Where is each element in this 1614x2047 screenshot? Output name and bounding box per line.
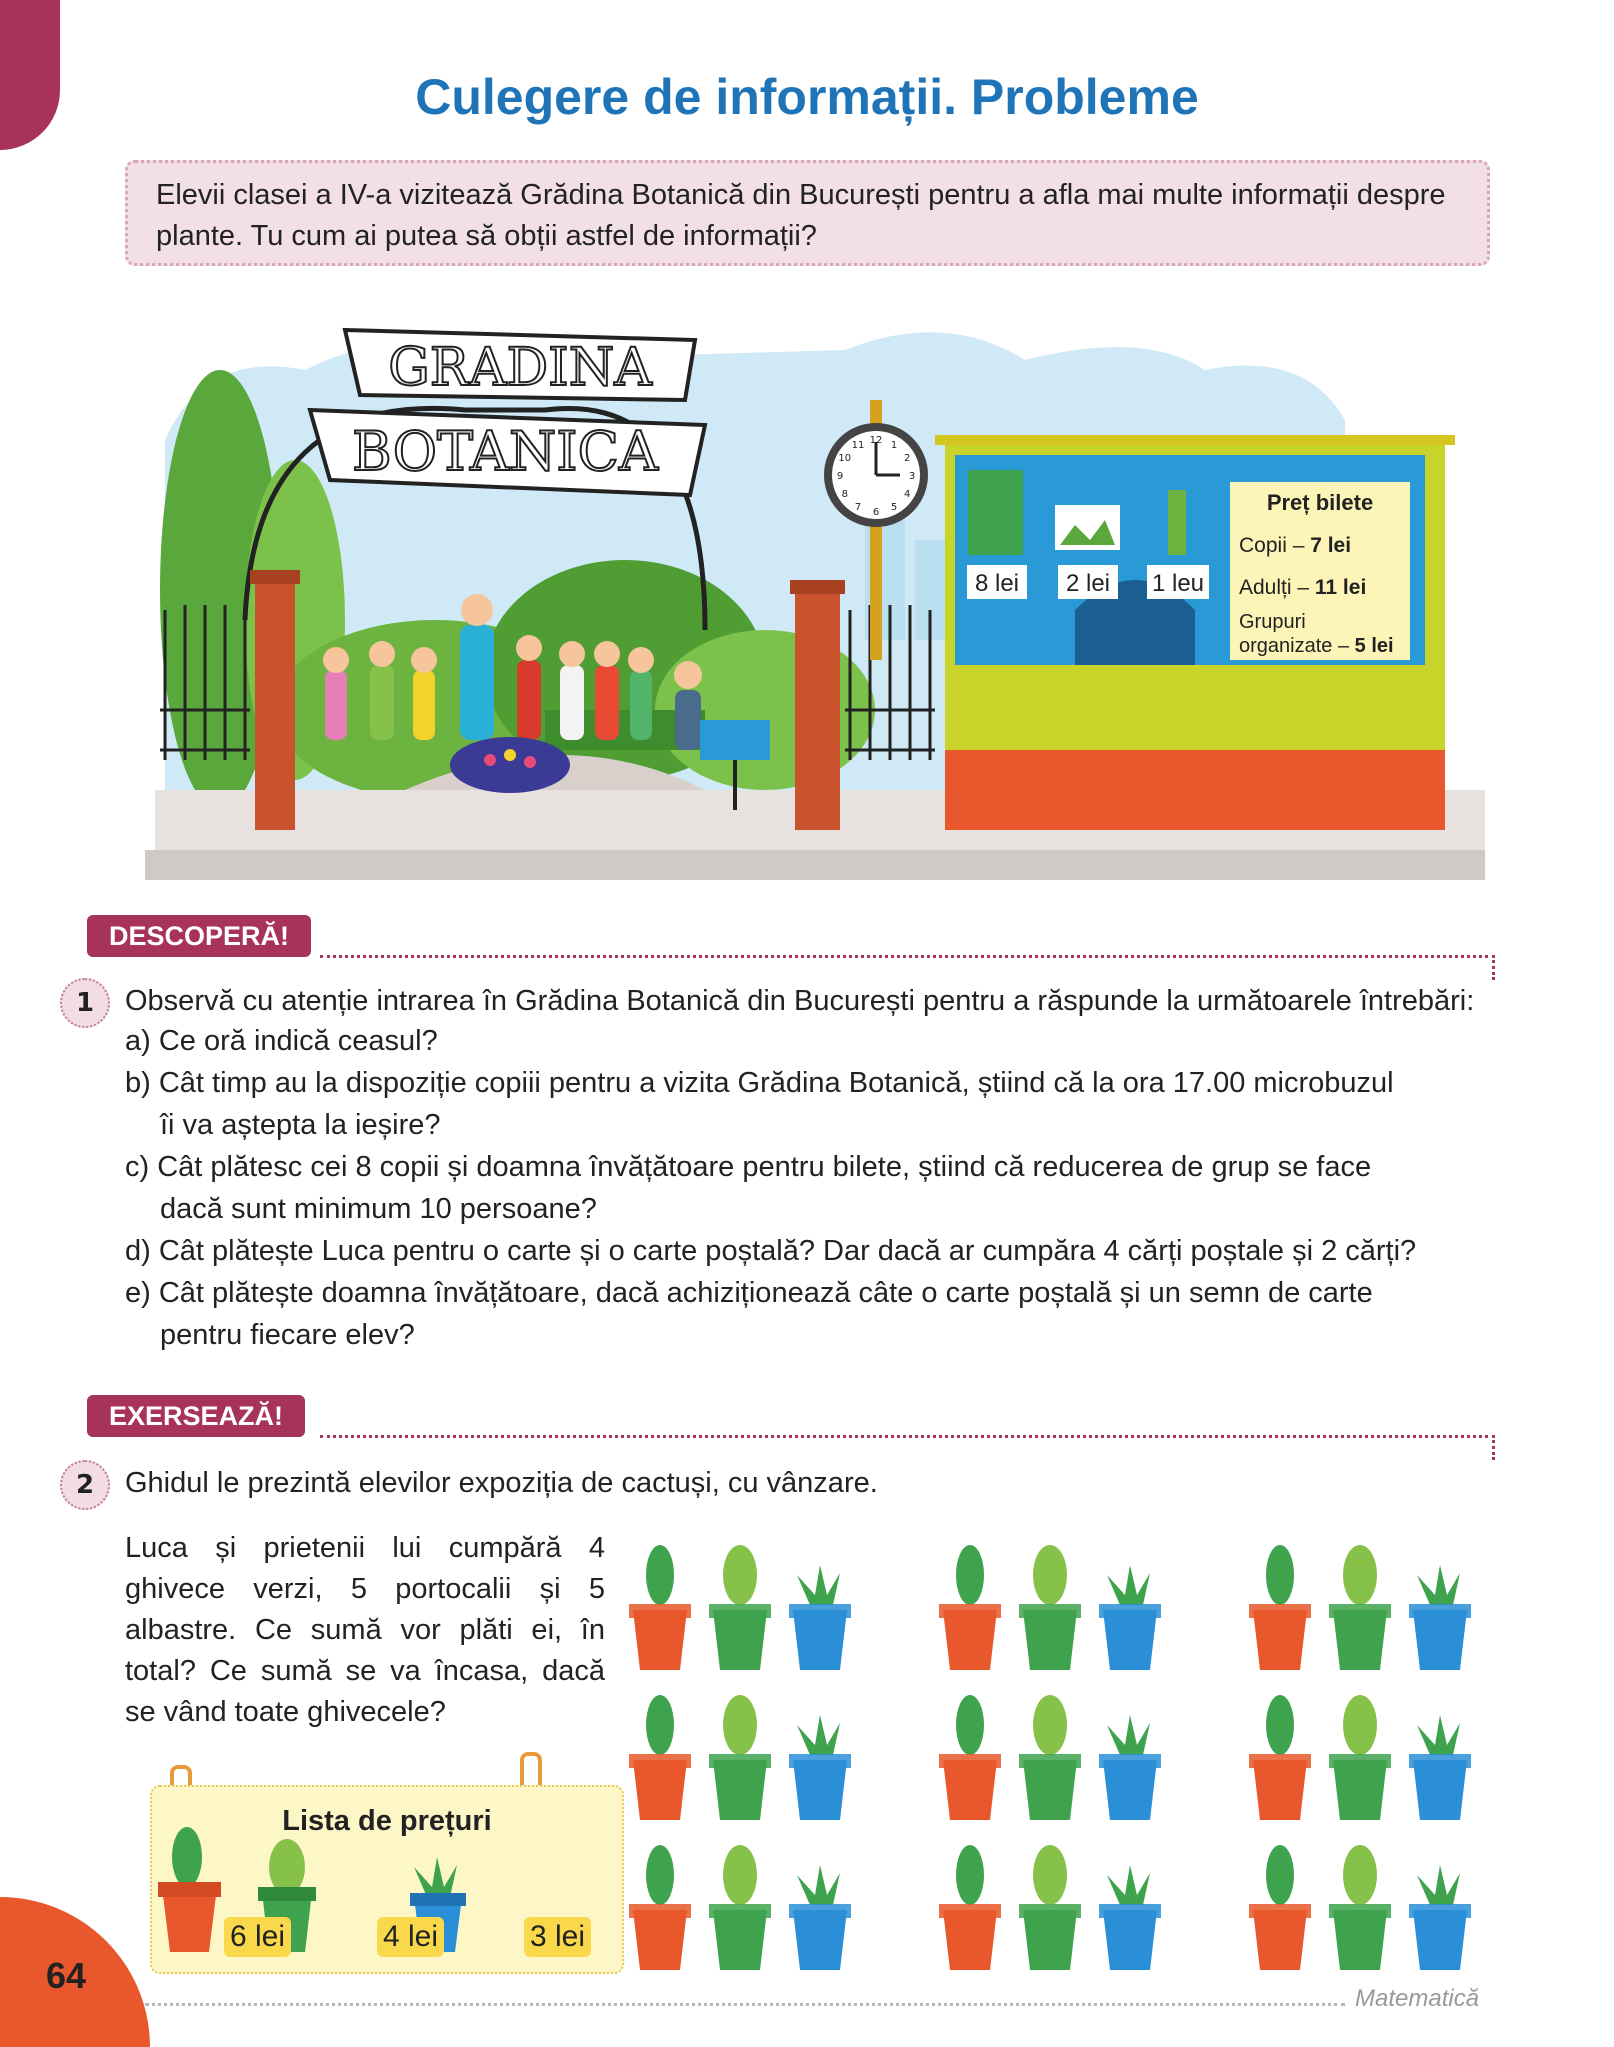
item-c-text-cont: dacă sunt minimum 10 persoane?	[160, 1193, 597, 1225]
svg-text:8 lei: 8 lei	[974, 570, 1020, 597]
svg-text:4: 4	[904, 489, 911, 500]
cactus-blue-icon	[789, 1565, 851, 1670]
cactus-green-icon	[1019, 1695, 1081, 1820]
price-list-card	[150, 1785, 624, 1974]
cactus-orange-icon	[629, 1845, 691, 1970]
exercise-number-2: 2	[60, 1460, 110, 1510]
bookmark-icon	[1168, 490, 1186, 555]
item-e-text-cont: pentru fiecare elev?	[160, 1319, 415, 1351]
exercise-1-item-c	[125, 1146, 1485, 1230]
cactus-blue-icon	[1099, 1565, 1161, 1670]
page-title: Culegere de informații. Probleme	[415, 69, 1199, 125]
page-number: 64	[46, 1955, 87, 1996]
exercise-2-question: Ghidul le prezintă elevilor expoziția de cactuși, cu vânzare.	[125, 1467, 878, 1499]
cactus-blue-icon	[1409, 1715, 1471, 1820]
info-stand	[700, 720, 770, 760]
svg-text:10: 10	[838, 453, 852, 464]
svg-text:Copii – 7 lei: Copii – 7 lei	[1239, 534, 1352, 557]
brick-pillar-right	[795, 590, 840, 830]
svg-text:Grupuri: Grupuri	[1239, 611, 1306, 633]
item-b-text-cont: îi va aștepta la ieșire?	[160, 1109, 441, 1141]
section-divider	[320, 955, 1495, 980]
intro-box: Elevii clasei a IV-a vizitează Grădina Botanică din București pentru a afla mai multe informații despre plante. Tu cum ai putea să obții astfel de informații?	[125, 160, 1490, 266]
brick-pillar-left	[255, 580, 295, 830]
cactus-blue-icon	[1409, 1565, 1471, 1670]
cactus-orange-icon	[939, 1845, 1001, 1970]
footer-subject: Matematică	[1355, 1985, 1480, 2012]
cactus-green-icon	[1329, 1545, 1391, 1670]
item-e-text: e) Cât plătește doamna învățătoare, dacă achiziționează câte o carte poștală și un semn de carte	[125, 1277, 1373, 1309]
section-divider	[320, 1435, 1495, 1460]
svg-text:7: 7	[854, 502, 862, 514]
cactus-green-icon	[709, 1545, 771, 1670]
cactus-orange-icon	[1249, 1695, 1311, 1820]
exercise-1-item-d	[125, 1230, 1485, 1272]
cactus-green-icon	[1329, 1845, 1391, 1970]
cactus-orange-icon	[1249, 1545, 1311, 1670]
section-tab-discover: DESCOPERĂ!	[87, 915, 311, 957]
flower-bed	[450, 737, 570, 793]
cactus-blue-icon	[789, 1715, 851, 1820]
cactus-orange-icon	[939, 1695, 1001, 1820]
exercise-1-item-a	[125, 1020, 1485, 1062]
svg-text:2 lei: 2 lei	[1065, 570, 1111, 597]
svg-text:9: 9	[836, 471, 844, 482]
cactus-blue-icon	[789, 1865, 851, 1970]
cactus-orange-icon	[629, 1695, 691, 1820]
svg-text:11: 11	[851, 439, 865, 451]
price-orange-pot: 6 lei	[224, 1917, 291, 1957]
cactus-green-icon	[1019, 1545, 1081, 1670]
cactus-orange-icon	[158, 1827, 221, 1952]
item-d-text: d) Cât plătește Luca pentru o carte și o carte poștală? Dar dacă ar cumpăra 4 cărți poștale și 2 cărți?	[125, 1235, 1417, 1267]
cactus-blue-icon	[1099, 1715, 1161, 1820]
book-icon	[968, 470, 1023, 555]
svg-text:Preț bilete: Preț bilete	[1266, 490, 1374, 515]
svg-text:12: 12	[869, 435, 883, 446]
item-a-text: a) Ce oră indică ceasul?	[125, 1025, 438, 1057]
item-b-text: b) Cât timp au la dispoziție copiii pentru a vizita Grădina Botanică, știind că la ora 17.00 microbuzul	[125, 1067, 1394, 1099]
cactus-green-icon	[1019, 1845, 1081, 1970]
svg-text:2: 2	[904, 453, 911, 464]
cactus-green-icon	[709, 1845, 771, 1970]
svg-text:8: 8	[841, 489, 848, 500]
cactus-pots-grid	[625, 1540, 1495, 1980]
svg-text:6: 6	[872, 507, 880, 518]
cactus-orange-icon	[1249, 1845, 1311, 1970]
cactus-blue-icon	[1099, 1865, 1161, 1970]
exercise-1-question: Observă cu atenție intrarea în Grădina Botanică din București pentru a răspunde la următoarele întrebări:	[125, 985, 1475, 1017]
cactus-blue-icon	[1409, 1865, 1471, 1970]
svg-text:GRADINA: GRADINA	[388, 338, 652, 398]
svg-text:5: 5	[890, 502, 898, 514]
svg-text:organizate – 5 lei: organizate – 5 lei	[1239, 635, 1394, 657]
cactus-orange-icon	[629, 1545, 691, 1670]
footer-divider	[145, 2003, 1345, 2006]
svg-text:1: 1	[890, 439, 898, 451]
exercise-number-1: 1	[60, 978, 110, 1028]
cactus-green-icon	[709, 1695, 771, 1820]
exercise-2-body: Luca și prietenii lui cumpără 4 ghivece verzi, 5 portocalii și 5 albastre. Ce sumă vor plăti ei, în total? Ce sumă se va încasa, dacă se vând toate ghivecele?	[125, 1532, 605, 1728]
svg-text:Adulți – 11 lei: Adulți – 11 lei	[1239, 576, 1367, 599]
svg-text:BOTANICA: BOTANICA	[352, 420, 658, 483]
cactus-green-icon	[1329, 1695, 1391, 1820]
section-tab-practice: EXERSEAZĂ!	[87, 1395, 305, 1437]
price-blue-pot: 3 lei	[524, 1917, 591, 1957]
exercise-1-item-e	[125, 1272, 1485, 1356]
svg-text:1 leu: 1 leu	[1151, 570, 1205, 597]
price-green-pot: 4 lei	[377, 1917, 444, 1957]
price-list-title: Lista de prețuri	[282, 1805, 492, 1837]
item-c-text: c) Cât plătesc cei 8 copii și doamna învățătoare pentru bilete, știind că reducerea de grup se face	[125, 1151, 1372, 1183]
cactus-orange-icon	[939, 1545, 1001, 1670]
botanical-garden-illustration	[145, 290, 1485, 880]
svg-text:3: 3	[908, 471, 916, 482]
exercise-1-item-b	[125, 1062, 1485, 1146]
